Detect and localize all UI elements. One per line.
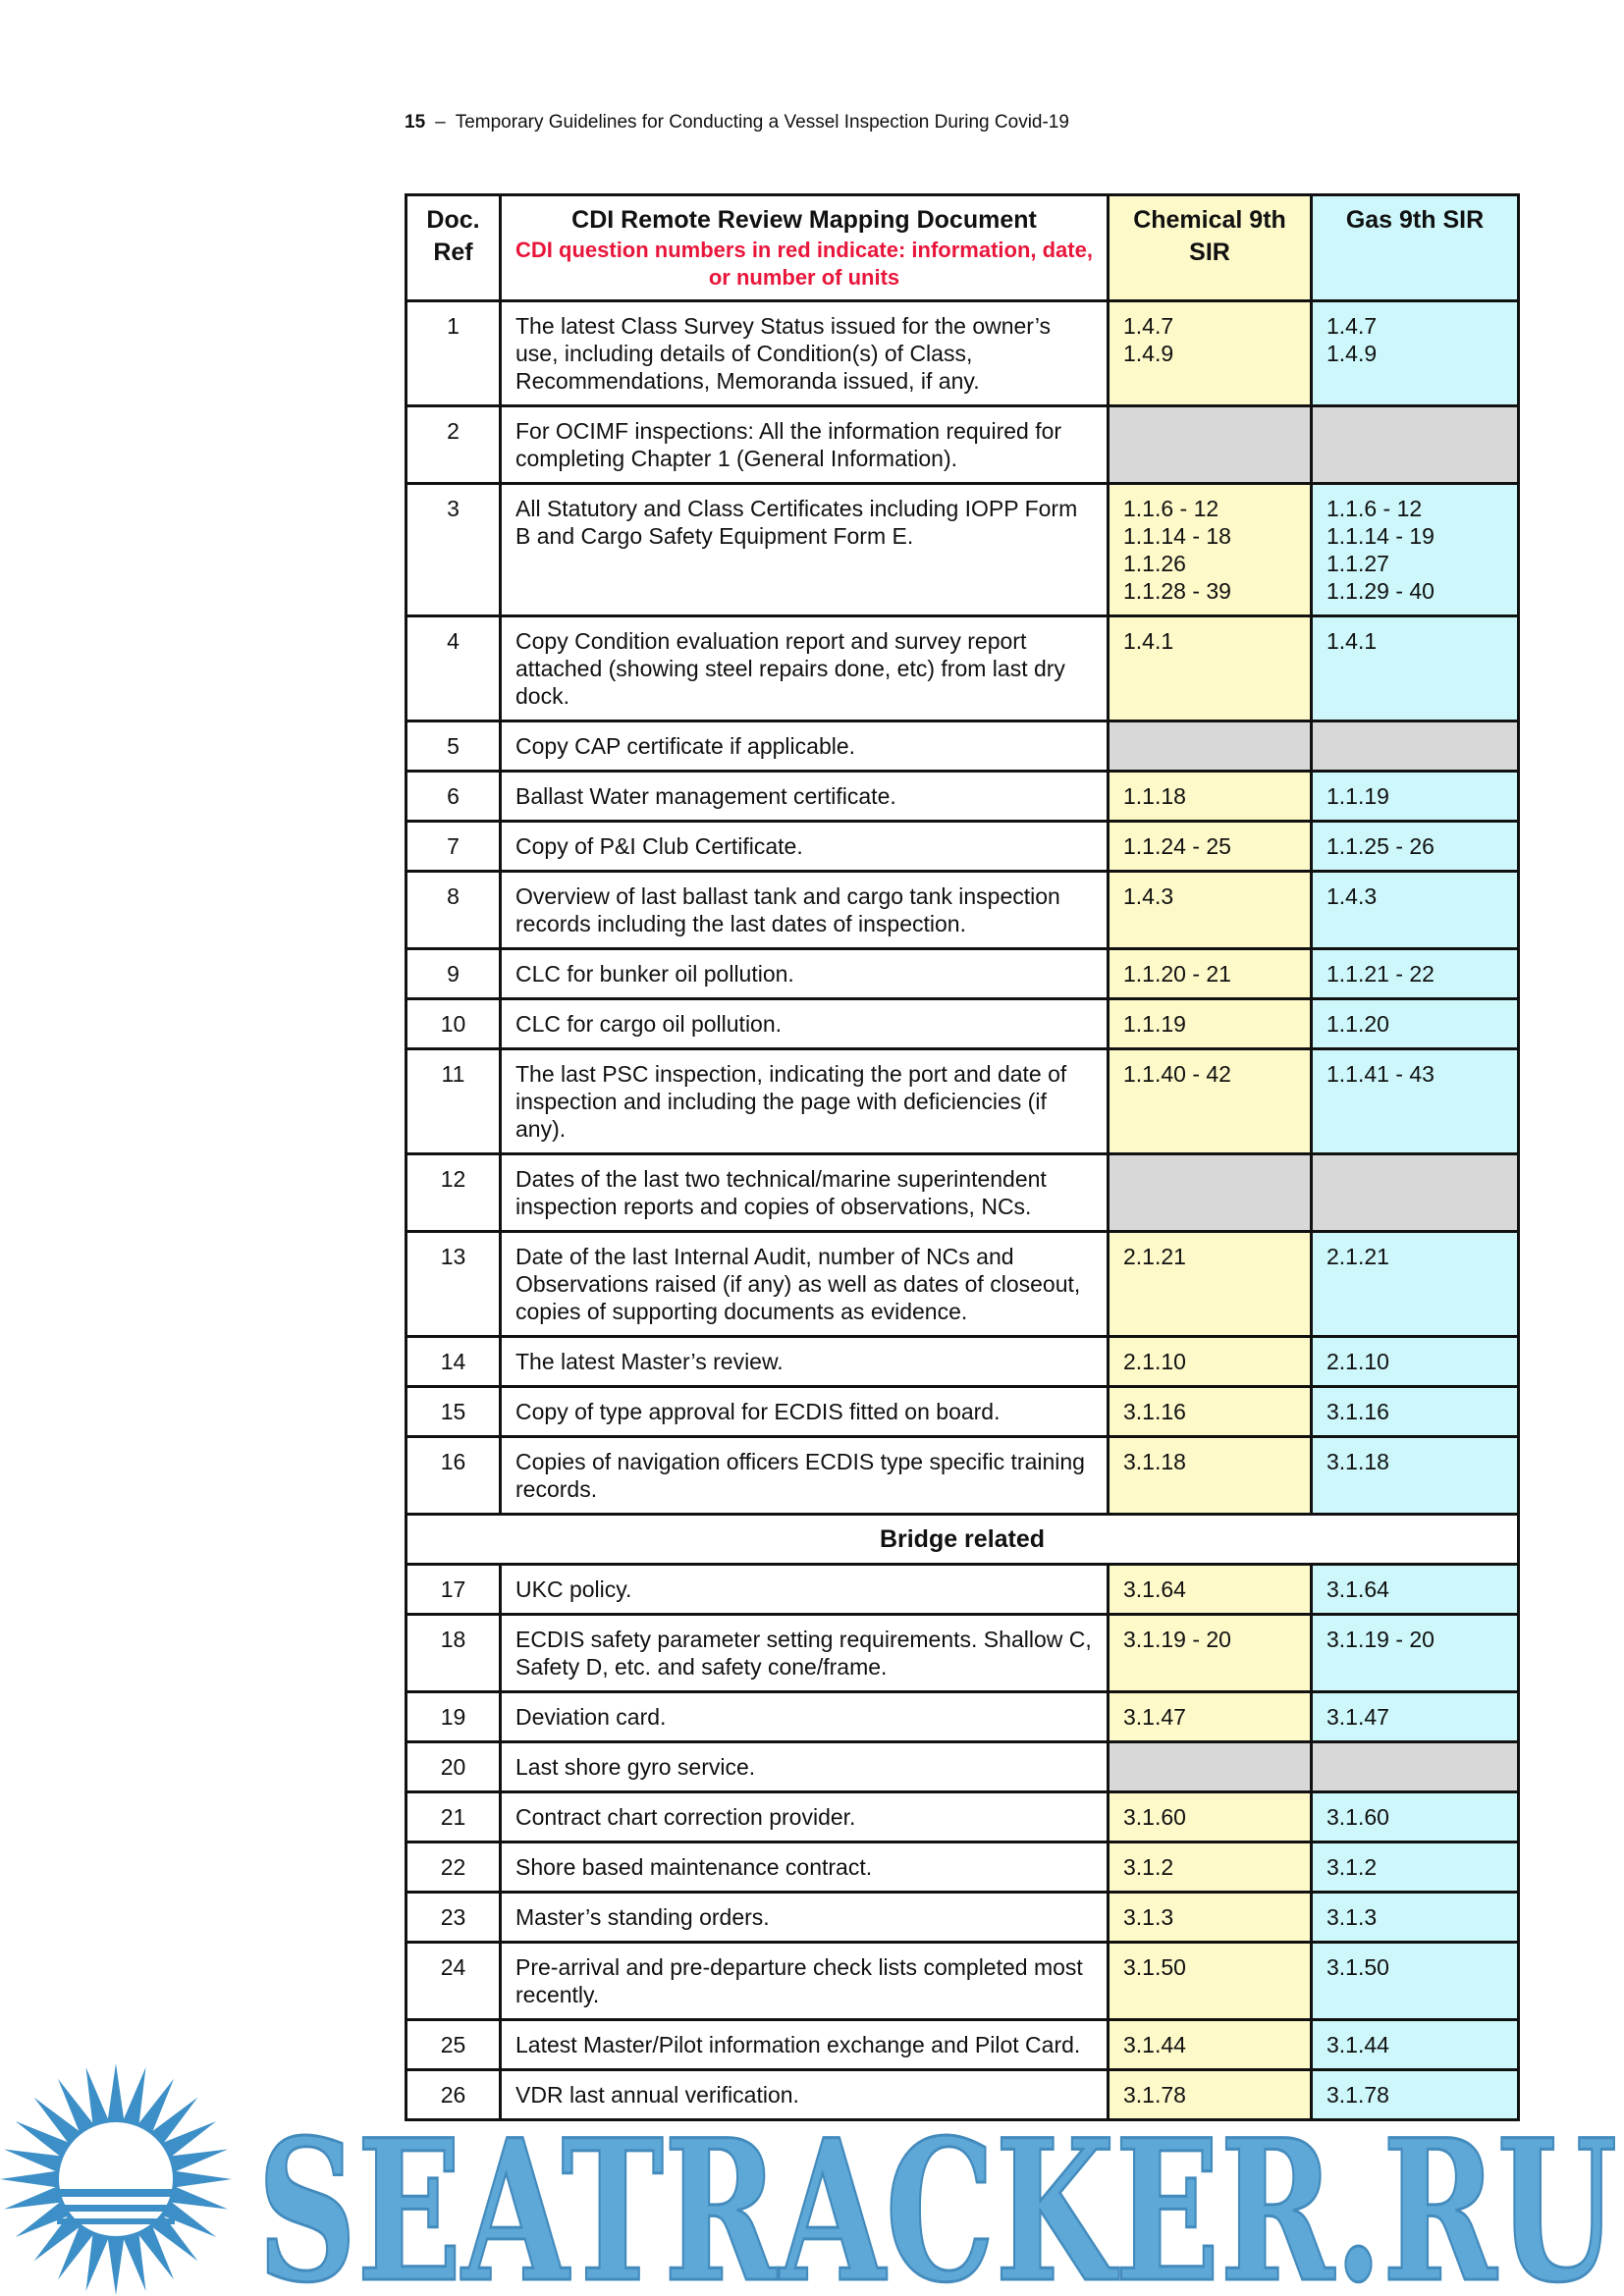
- table-row: [406, 1943, 1519, 2020]
- chemical-sir-cell: 3.1.78: [1109, 2070, 1312, 2120]
- chemical-sir-cell: 3.1.18: [1109, 1437, 1312, 1515]
- table-row: [406, 1154, 1519, 1232]
- table-body-bridge: [406, 1565, 1519, 2120]
- watermark-text: SEATRACKER.RU: [257, 2097, 1617, 2296]
- chemical-sir-cell: 1.1.24 - 25: [1109, 822, 1312, 872]
- document-cell: Latest Master/Pilot information exchange and Pilot Card.: [501, 2020, 1109, 2070]
- doc-ref-cell: 21: [406, 1792, 501, 1842]
- table-row: [406, 484, 1519, 616]
- gas-sir-cell: 2.1.21: [1312, 1232, 1519, 1337]
- col-header-gas: Gas 9th SIR: [1312, 195, 1519, 301]
- chemical-sir-cell: 1.1.6 - 12 1.1.14 - 18 1.1.26 1.1.28 - 39: [1109, 484, 1312, 616]
- watermark: [0, 2061, 1624, 2296]
- chemical-sir-cell: 2.1.10: [1109, 1337, 1312, 1387]
- document-cell: Last shore gyro service.: [501, 1742, 1109, 1792]
- table-row: [406, 949, 1519, 999]
- chemical-sir-cell: 1.4.1: [1109, 616, 1312, 721]
- doc-ref-cell: 12: [406, 1154, 501, 1232]
- chemical-sir-cell: 3.1.2: [1109, 1842, 1312, 1893]
- col-header-document-title: CDI Remote Review Mapping Document: [571, 206, 1037, 234]
- document-cell: Overview of last ballast tank and cargo tank inspection records including the last dates of inspection.: [501, 872, 1109, 949]
- document-cell: Shore based maintenance contract.: [501, 1842, 1109, 1893]
- doc-ref-cell: 19: [406, 1692, 501, 1742]
- gas-sir-cell: 1.1.25 - 26: [1312, 822, 1519, 872]
- doc-ref-cell: 15: [406, 1387, 501, 1437]
- doc-ref-cell: 24: [406, 1943, 501, 2020]
- doc-ref-cell: 14: [406, 1337, 501, 1387]
- doc-ref-cell: 11: [406, 1049, 501, 1154]
- doc-ref-cell: 4: [406, 616, 501, 721]
- document-cell: CLC for bunker oil pollution.: [501, 949, 1109, 999]
- document-cell: All Statutory and Class Certificates including IOPP Form B and Cargo Safety Equipment Form E.: [501, 484, 1109, 616]
- table-row: [406, 1049, 1519, 1154]
- document-cell: Master’s standing orders.: [501, 1893, 1109, 1943]
- document-cell: ECDIS safety parameter setting requirements. Shallow C, Safety D, etc. and safety cone/frame.: [501, 1615, 1109, 1692]
- chemical-sir-cell: [1109, 406, 1312, 484]
- doc-ref-cell: 7: [406, 822, 501, 872]
- document-cell: VDR last annual verification.: [501, 2070, 1109, 2120]
- doc-ref-cell: 3: [406, 484, 501, 616]
- chemical-sir-cell: 3.1.60: [1109, 1792, 1312, 1842]
- document-cell: Contract chart correction provider.: [501, 1792, 1109, 1842]
- doc-ref-cell: 10: [406, 999, 501, 1049]
- table-row: [406, 999, 1519, 1049]
- section-title: Bridge related: [406, 1515, 1519, 1565]
- table-row: [406, 1792, 1519, 1842]
- doc-ref-cell: 20: [406, 1742, 501, 1792]
- document-cell: For OCIMF inspections: All the information required for completing Chapter 1 (General Information).: [501, 406, 1109, 484]
- chemical-sir-cell: [1109, 1742, 1312, 1792]
- table-row: [406, 616, 1519, 721]
- document-cell: Dates of the last two technical/marine superintendent inspection reports and copies of observations, NCs.: [501, 1154, 1109, 1232]
- chemical-sir-cell: 1.1.19: [1109, 999, 1312, 1049]
- table-row: [406, 406, 1519, 484]
- table-row: [406, 1692, 1519, 1742]
- chemical-sir-cell: 2.1.21: [1109, 1232, 1312, 1337]
- table-row: [406, 1387, 1519, 1437]
- gas-sir-cell: 1.1.21 - 22: [1312, 949, 1519, 999]
- doc-ref-cell: 9: [406, 949, 501, 999]
- gas-sir-cell: [1312, 1742, 1519, 1792]
- table-row: [406, 301, 1519, 406]
- doc-ref-cell: 1: [406, 301, 501, 406]
- table-row: [406, 822, 1519, 872]
- gas-sir-cell: 3.1.50: [1312, 1943, 1519, 2020]
- document-cell: Copy of P&I Club Certificate.: [501, 822, 1109, 872]
- gas-sir-cell: [1312, 1154, 1519, 1232]
- gas-sir-cell: 3.1.47: [1312, 1692, 1519, 1742]
- document-cell: CLC for cargo oil pollution.: [501, 999, 1109, 1049]
- doc-ref-cell: 16: [406, 1437, 501, 1515]
- chemical-sir-cell: 3.1.50: [1109, 1943, 1312, 2020]
- sun-stripe: [57, 2205, 175, 2212]
- gas-sir-cell: 3.1.19 - 20: [1312, 1615, 1519, 1692]
- table-row: [406, 1893, 1519, 1943]
- chemical-sir-cell: 3.1.16: [1109, 1387, 1312, 1437]
- doc-ref-cell: 22: [406, 1842, 501, 1893]
- section-row: [406, 1515, 1519, 1565]
- page-number: 15: [405, 112, 426, 133]
- col-header-document: [501, 195, 1109, 301]
- chemical-sir-cell: 1.4.7 1.4.9: [1109, 301, 1312, 406]
- gas-sir-cell: 1.4.7 1.4.9: [1312, 301, 1519, 406]
- sun-stripe: [57, 2218, 175, 2224]
- gas-sir-cell: 1.4.3: [1312, 872, 1519, 949]
- gas-sir-cell: 1.1.6 - 12 1.1.14 - 19 1.1.27 1.1.29 - 40: [1312, 484, 1519, 616]
- chemical-sir-cell: 1.1.40 - 42: [1109, 1049, 1312, 1154]
- chemical-sir-cell: 3.1.47: [1109, 1692, 1312, 1742]
- document-title: Temporary Guidelines for Conducting a Vessel Inspection During Covid-19: [455, 112, 1069, 133]
- table-row: [406, 1232, 1519, 1337]
- document-cell: Copy of type approval for ECDIS fitted on board.: [501, 1387, 1109, 1437]
- doc-ref-cell: 17: [406, 1565, 501, 1615]
- chemical-sir-cell: 3.1.64: [1109, 1565, 1312, 1615]
- document-cell: The latest Master’s review.: [501, 1337, 1109, 1387]
- sun-stripe: [57, 2189, 175, 2197]
- table-row: [406, 1842, 1519, 1893]
- gas-sir-cell: 3.1.18: [1312, 1437, 1519, 1515]
- mapping-table: [405, 193, 1520, 2121]
- document-cell: Copies of navigation officers ECDIS type specific training records.: [501, 1437, 1109, 1515]
- chemical-sir-cell: 1.1.18: [1109, 772, 1312, 822]
- document-cell: The latest Class Survey Status issued for the owner’s use, including details of Condition(s) of Class, Recommendations, Memoranda issued, if any.: [501, 301, 1109, 406]
- gas-sir-cell: 1.1.41 - 43: [1312, 1049, 1519, 1154]
- doc-ref-cell: 26: [406, 2070, 501, 2120]
- doc-ref-cell: 18: [406, 1615, 501, 1692]
- document-cell: UKC policy.: [501, 1565, 1109, 1615]
- table-row: [406, 721, 1519, 772]
- document-cell: Pre-arrival and pre-departure check lists completed most recently.: [501, 1943, 1109, 2020]
- document-cell: Deviation card.: [501, 1692, 1109, 1742]
- document-cell: Ballast Water management certificate.: [501, 772, 1109, 822]
- table-header-row: [406, 195, 1519, 301]
- chemical-sir-cell: 3.1.3: [1109, 1893, 1312, 1943]
- table-row: [406, 1615, 1519, 1692]
- gas-sir-cell: [1312, 721, 1519, 772]
- doc-ref-cell: 23: [406, 1893, 501, 1943]
- chemical-sir-cell: 3.1.44: [1109, 2020, 1312, 2070]
- col-header-doc-ref: Doc. Ref: [406, 195, 501, 301]
- col-header-chemical: Chemical 9th SIR: [1109, 195, 1312, 301]
- gas-sir-cell: 1.1.19: [1312, 772, 1519, 822]
- doc-ref-cell: 25: [406, 2020, 501, 2070]
- document-cell: Copy CAP certificate if applicable.: [501, 721, 1109, 772]
- table-row: [406, 1337, 1519, 1387]
- doc-ref-cell: 5: [406, 721, 501, 772]
- header-separator: –: [435, 112, 446, 133]
- doc-ref-cell: 6: [406, 772, 501, 822]
- table-row: [406, 772, 1519, 822]
- document-cell: Date of the last Internal Audit, number of NCs and Observations raised (if any) as well as dates of closeout, copies of supporting documents as evidence.: [501, 1232, 1109, 1337]
- chemical-sir-cell: 1.4.3: [1109, 872, 1312, 949]
- table-row: [406, 872, 1519, 949]
- gas-sir-cell: 1.4.1: [1312, 616, 1519, 721]
- gas-sir-cell: 3.1.2: [1312, 1842, 1519, 1893]
- gas-sir-cell: [1312, 406, 1519, 484]
- doc-ref-cell: 8: [406, 872, 501, 949]
- gas-sir-cell: 3.1.60: [1312, 1792, 1519, 1842]
- gas-sir-cell: 1.1.20: [1312, 999, 1519, 1049]
- chemical-sir-cell: 3.1.19 - 20: [1109, 1615, 1312, 1692]
- gas-sir-cell: 3.1.78: [1312, 2070, 1519, 2120]
- chemical-sir-cell: 1.1.20 - 21: [1109, 949, 1312, 999]
- chemical-sir-cell: [1109, 721, 1312, 772]
- chemical-sir-cell: [1109, 1154, 1312, 1232]
- document-cell: The last PSC inspection, indicating the port and date of inspection and including the page with deficiencies (if any).: [501, 1049, 1109, 1154]
- col-header-red-note: CDI question numbers in red indicate: information, date, or number of units: [515, 238, 1093, 290]
- table-row: [406, 1437, 1519, 1515]
- document-cell: Copy Condition evaluation report and survey report attached (showing steel repairs done, etc) from last dry dock.: [501, 616, 1109, 721]
- doc-ref-cell: 2: [406, 406, 501, 484]
- table-row: [406, 1742, 1519, 1792]
- page-header: [405, 112, 1069, 133]
- gas-sir-cell: 3.1.16: [1312, 1387, 1519, 1437]
- table-body-general: [406, 301, 1519, 1515]
- gas-sir-cell: 3.1.64: [1312, 1565, 1519, 1615]
- gas-sir-cell: 2.1.10: [1312, 1337, 1519, 1387]
- doc-ref-cell: 13: [406, 1232, 501, 1337]
- sun-burst-icon: [0, 2063, 232, 2295]
- table-row: [406, 1565, 1519, 1615]
- gas-sir-cell: 3.1.44: [1312, 2020, 1519, 2070]
- gas-sir-cell: 3.1.3: [1312, 1893, 1519, 1943]
